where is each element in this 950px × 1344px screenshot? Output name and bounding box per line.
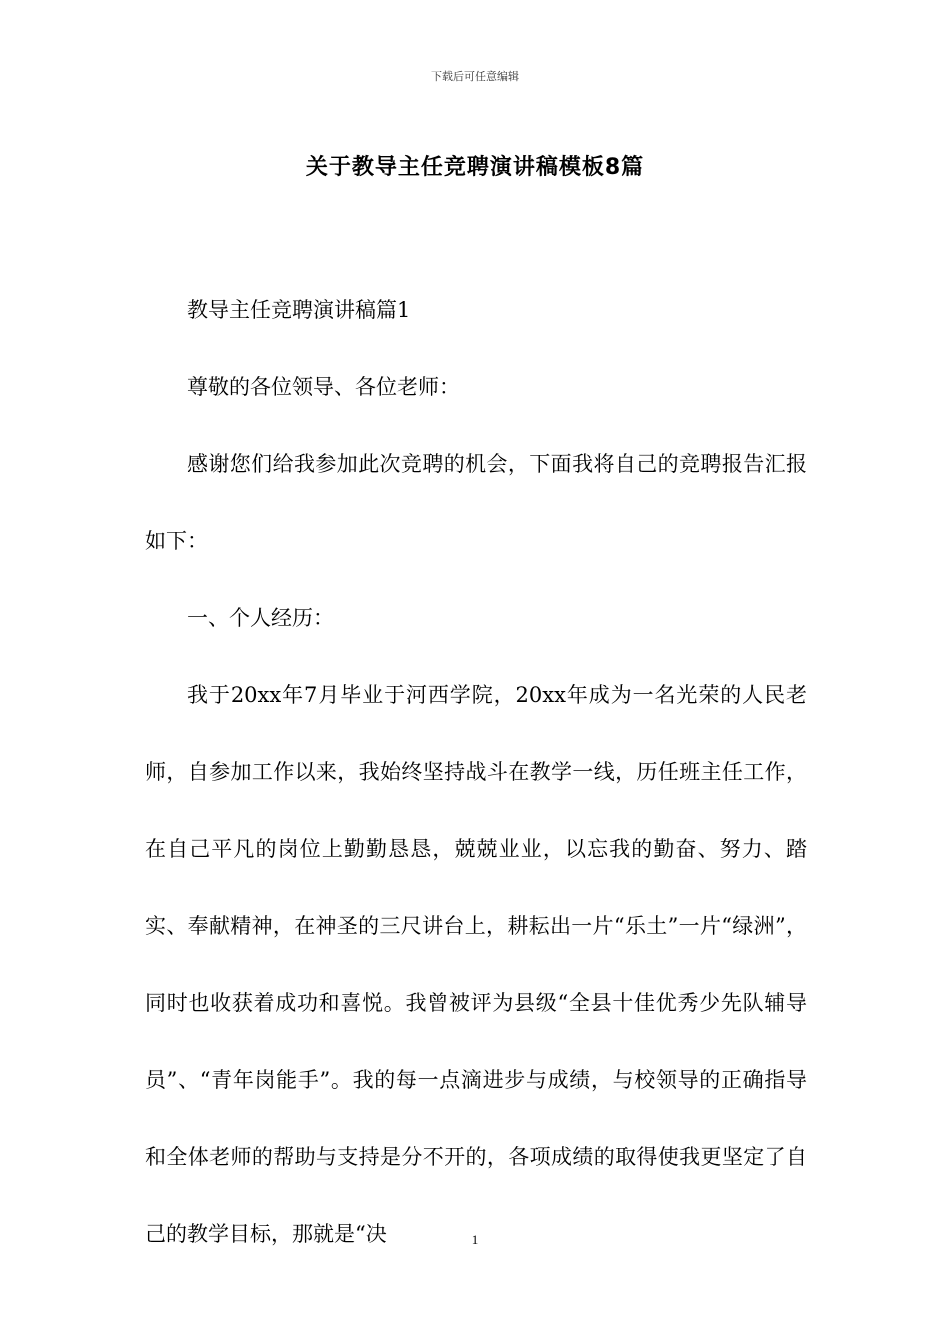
document-title: 关于教导主任竞聘演讲稿模板8篇 [305, 155, 645, 180]
paragraph-intro: 感谢您们给我参加此次竞聘的机会，下面我将自己的竞聘报告汇报如下： [145, 452, 807, 553]
salutation: 尊敬的各位领导、各位老师： [187, 375, 460, 399]
document-body [145, 272, 807, 1273]
header-note: 下载后可任意编辑 [431, 70, 519, 83]
page-number: 1 [471, 1232, 479, 1247]
section-heading: 教导主任竞聘演讲稿篇1 [187, 298, 411, 322]
subheading-personal-experience: 一、个人经历： [187, 606, 334, 630]
paragraph-experience: 我于20xx年7月毕业于河西学院，20xx年成为一名光荣的人民老师，自参加工作以来，我始终坚持战斗在教学一线，历任班主任工作，在自己平凡的岗位上勤勤恳恳，兢兢业业，以忘我的勤奋、努力、踏实、奉献精神，在神圣的三尺讲台上，耕耘出一片“乐土”一片“绿洲”，同时也收获着成功和喜悦。我曾被评为县级“全县十佳优秀少先队辅导员”、“青年岗能手”。我的每一点滴进步与成绩，与校领导的正确指导和全体老师的帮助与支持是分不开的，各项成绩的取得使我更坚定了自己的教学目标，那就是“决 [145, 683, 807, 1246]
